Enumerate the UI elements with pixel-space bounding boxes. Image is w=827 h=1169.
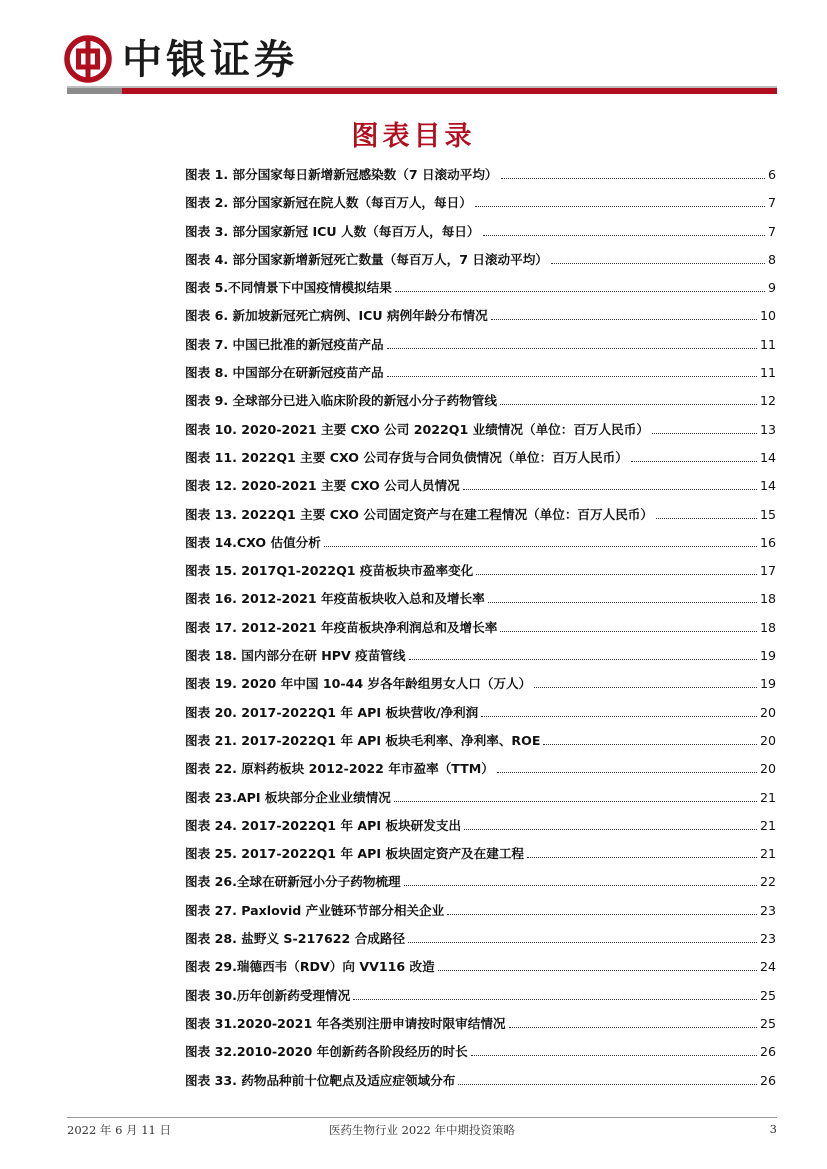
toc-entry[interactable] (185, 334, 776, 362)
toc-entry-label[interactable]: 图表 4. 部分国家新增新冠死亡数量（每百万人，7 日滚动平均） (185, 251, 548, 267)
toc-entry-page[interactable]: 21 (759, 789, 776, 805)
toc-entry[interactable] (185, 164, 776, 192)
toc-entry-page[interactable]: 23 (759, 931, 776, 947)
toc-entry-label[interactable]: 图表 20. 2017-2022Q1 年 API 板块营收/净利润 (185, 704, 479, 720)
toc-entry-page[interactable]: 7 (767, 223, 776, 239)
toc-entry-page[interactable]: 26 (759, 1044, 776, 1060)
toc-entry[interactable] (185, 956, 776, 984)
toc-entry[interactable] (185, 390, 776, 418)
toc-leader-dots (534, 687, 757, 688)
toc-entry[interactable] (185, 277, 776, 305)
toc-entry[interactable] (185, 985, 776, 1013)
toc-leader-dots (408, 942, 757, 943)
toc-leader-dots (409, 659, 757, 660)
toc-entry-label[interactable]: 图表 33. 药物品种前十位靶点及适应症领域分布 (185, 1072, 456, 1088)
figure-table-of-contents (185, 164, 776, 1098)
toc-entry[interactable] (185, 815, 776, 843)
page-footer (67, 1122, 777, 1142)
toc-leader-dots (475, 206, 765, 207)
toc-entry-label[interactable]: 图表 14.CXO 估值分析 (185, 534, 321, 550)
toc-entry[interactable] (185, 588, 776, 616)
toc-entry-label[interactable]: 图表 11. 2022Q1 主要 CXO 公司存货与合同负债情况（单位：百万人民币） (185, 449, 628, 465)
toc-entry-page[interactable]: 13 (759, 421, 776, 437)
toc-entry[interactable] (185, 673, 776, 701)
toc-entry-label[interactable]: 图表 6. 新加坡新冠死亡病例、ICU 病例年龄分布情况 (185, 308, 488, 324)
page-header (0, 0, 827, 100)
toc-entry-page[interactable]: 6 (767, 167, 776, 182)
header-divider-gray (67, 88, 122, 94)
toc-entry-page[interactable]: 17 (759, 563, 776, 579)
toc-entry-label[interactable]: 图表 27. Paxlovid 产业链环节部分相关企业 (185, 902, 445, 918)
toc-leader-dots (500, 631, 757, 632)
toc-entry[interactable] (185, 787, 776, 815)
toc-leader-dots (509, 1027, 757, 1028)
toc-entry-label[interactable]: 图表 10. 2020-2021 主要 CXO 公司 2022Q1 业绩情况（单位：百万人民币） (185, 421, 649, 437)
toc-entry-label[interactable]: 图表 31.2020-2021 年各类别注册申请按时限审结情况 (185, 1015, 506, 1031)
toc-entry-page[interactable]: 19 (759, 648, 776, 664)
toc-leader-dots (543, 744, 757, 745)
brand-name: 中银证券 (122, 36, 298, 83)
toc-entry-page[interactable]: 15 (759, 506, 776, 522)
toc-entry-label[interactable]: 图表 1. 部分国家每日新增新冠感染数（7 日滚动平均） (185, 167, 498, 182)
toc-leader-dots (631, 461, 757, 462)
toc-leader-dots (551, 263, 765, 264)
toc-leader-dots (527, 857, 757, 858)
toc-entry-page[interactable]: 21 (759, 817, 776, 833)
toc-entry-label[interactable]: 图表 16. 2012-2021 年疫苗板块收入总和及增长率 (185, 591, 485, 607)
toc-entry[interactable] (185, 560, 776, 588)
toc-leader-dots (387, 376, 757, 377)
toc-leader-dots (476, 574, 757, 575)
toc-entry-label[interactable]: 图表 13. 2022Q1 主要 CXO 公司固定资产与在建工程情况（单位：百万人民币） (185, 506, 653, 522)
toc-entry[interactable] (185, 447, 776, 475)
toc-entry-label[interactable]: 图表 22. 原料药板块 2012-2022 年市盈率（TTM） (185, 761, 494, 777)
toc-entry-page[interactable]: 25 (759, 1015, 776, 1031)
toc-leader-dots (500, 404, 757, 405)
toc-entry-page[interactable]: 8 (767, 251, 776, 267)
toc-entry-label[interactable]: 图表 28. 盐野义 S-217622 合成路径 (185, 931, 406, 947)
toc-entry-label[interactable]: 图表 25. 2017-2022Q1 年 API 板块固定资产及在建工程 (185, 846, 525, 862)
toc-entry-page[interactable]: 26 (759, 1072, 776, 1088)
toc-entry[interactable] (185, 249, 776, 277)
toc-entry-label[interactable]: 图表 19. 2020 年中国 10-44 岁各年龄组男女人口（万人） (185, 676, 532, 692)
toc-leader-dots (501, 178, 765, 179)
toc-entry-label[interactable]: 图表 7. 中国已批准的新冠疫苗产品 (185, 336, 384, 352)
toc-entry-label[interactable]: 图表 26.全球在研新冠小分子药物梳理 (185, 874, 401, 890)
toc-entry-label[interactable]: 图表 24. 2017-2022Q1 年 API 板块研发支出 (185, 817, 462, 833)
toc-entry[interactable] (185, 702, 776, 730)
toc-entry-page[interactable]: 14 (759, 478, 776, 494)
toc-leader-dots (324, 546, 757, 547)
toc-entry-label[interactable]: 图表 2. 部分国家新冠在院人数（每百万人，每日） (185, 195, 472, 211)
toc-entry[interactable] (185, 419, 776, 447)
toc-entry-page[interactable]: 11 (759, 336, 776, 352)
footer-page-number: 3 (769, 1122, 777, 1136)
toc-entry-page[interactable]: 12 (759, 393, 776, 409)
toc-entry-page[interactable]: 16 (759, 534, 776, 550)
toc-entry[interactable] (185, 645, 776, 673)
toc-leader-dots (438, 970, 757, 971)
toc-entry[interactable] (185, 843, 776, 871)
toc-leader-dots (652, 433, 757, 434)
toc-entry-label[interactable]: 图表 15. 2017Q1-2022Q1 疫苗板块市盈率变化 (185, 563, 474, 579)
toc-entry-label[interactable]: 图表 23.API 板块部分企业业绩情况 (185, 789, 391, 805)
toc-leader-dots (464, 829, 757, 830)
toc-entry-page[interactable]: 21 (759, 846, 776, 862)
toc-entry[interactable] (185, 221, 776, 249)
toc-entry-label[interactable]: 图表 17. 2012-2021 年疫苗板块净利润总和及增长率 (185, 619, 498, 635)
toc-entry[interactable] (185, 871, 776, 899)
toc-entry-label[interactable]: 图表 12. 2020-2021 主要 CXO 公司人员情况 (185, 478, 460, 494)
toc-entry[interactable] (185, 532, 776, 560)
toc-entry-label[interactable]: 图表 32.2010-2020 年创新药各阶段经历的时长 (185, 1044, 468, 1060)
toc-leader-dots (497, 772, 757, 773)
toc-entry-page[interactable]: 23 (759, 902, 776, 918)
bank-of-china-logo (64, 35, 112, 83)
toc-entry[interactable] (185, 305, 776, 333)
toc-leader-dots (481, 716, 757, 717)
toc-entry-page[interactable]: 14 (759, 449, 776, 465)
toc-entry[interactable] (185, 1070, 776, 1098)
toc-leader-dots (395, 291, 765, 292)
toc-entry-page[interactable]: 20 (759, 732, 776, 748)
toc-entry[interactable] (185, 928, 776, 956)
toc-leader-dots (488, 602, 757, 603)
toc-entry[interactable] (185, 192, 776, 220)
toc-entry-page[interactable]: 19 (759, 676, 776, 692)
toc-entry-page[interactable]: 22 (759, 874, 776, 890)
toc-leader-dots (458, 1084, 757, 1085)
toc-entry-page[interactable]: 18 (759, 619, 776, 635)
toc-entry-page[interactable]: 20 (759, 704, 776, 720)
toc-entry-page[interactable]: 25 (759, 987, 776, 1003)
toc-entry[interactable] (185, 730, 776, 758)
toc-leader-dots (463, 489, 757, 490)
toc-entry[interactable] (185, 900, 776, 928)
footer-document-title: 医药生物行业 2022 年中期投资策略 (328, 1123, 516, 1137)
toc-leader-dots (387, 348, 757, 349)
toc-leader-dots (471, 1055, 757, 1056)
toc-entry-label[interactable]: 图表 30.历年创新药受理情况 (185, 987, 351, 1003)
toc-entry-label[interactable]: 图表 18. 国内部分在研 HPV 疫苗管线 (185, 648, 406, 664)
toc-entry-page[interactable]: 24 (759, 959, 776, 975)
toc-entry-page[interactable]: 10 (759, 308, 776, 324)
toc-leader-dots (447, 914, 757, 915)
toc-entry[interactable] (185, 758, 776, 786)
toc-leader-dots (353, 999, 757, 1000)
toc-entry-page[interactable]: 20 (759, 761, 776, 777)
toc-entry-label[interactable]: 图表 3. 部分国家新冠 ICU 人数（每百万人，每日） (185, 223, 480, 239)
toc-leader-dots (394, 801, 757, 802)
toc-entry-label[interactable]: 图表 8. 中国部分在研新冠疫苗产品 (185, 365, 384, 381)
toc-entry[interactable] (185, 617, 776, 645)
toc-entry-label[interactable]: 图表 21. 2017-2022Q1 年 API 板块毛利率、净利率、ROE (185, 732, 541, 748)
toc-entry[interactable] (185, 1041, 776, 1069)
toc-entry[interactable] (185, 475, 776, 503)
toc-entry-label[interactable]: 图表 5.不同情景下中国疫情模拟结果 (185, 280, 392, 296)
toc-entry-label[interactable]: 图表 9. 全球部分已进入临床阶段的新冠小分子药物管线 (185, 393, 497, 409)
toc-leader-dots (483, 235, 765, 236)
toc-leader-dots (656, 518, 757, 519)
toc-leader-dots (491, 319, 757, 320)
toc-leader-dots (404, 885, 757, 886)
toc-entry-page[interactable]: 7 (767, 195, 776, 211)
toc-entry[interactable] (185, 1013, 776, 1041)
toc-entry-label[interactable]: 图表 29.瑞德西韦（RDV）向 VV116 改造 (185, 959, 435, 975)
toc-entry[interactable] (185, 504, 776, 532)
page-title: 图表目录 (351, 121, 476, 152)
toc-entry[interactable] (185, 362, 776, 390)
header-divider-accent (122, 88, 777, 94)
footer-date: 2022 年 6 月 11 日 (67, 1123, 171, 1137)
toc-entry-page[interactable]: 11 (759, 365, 776, 381)
footer-divider (67, 1117, 777, 1118)
toc-entry-page[interactable]: 9 (767, 280, 776, 296)
toc-entry-page[interactable]: 18 (759, 591, 776, 607)
